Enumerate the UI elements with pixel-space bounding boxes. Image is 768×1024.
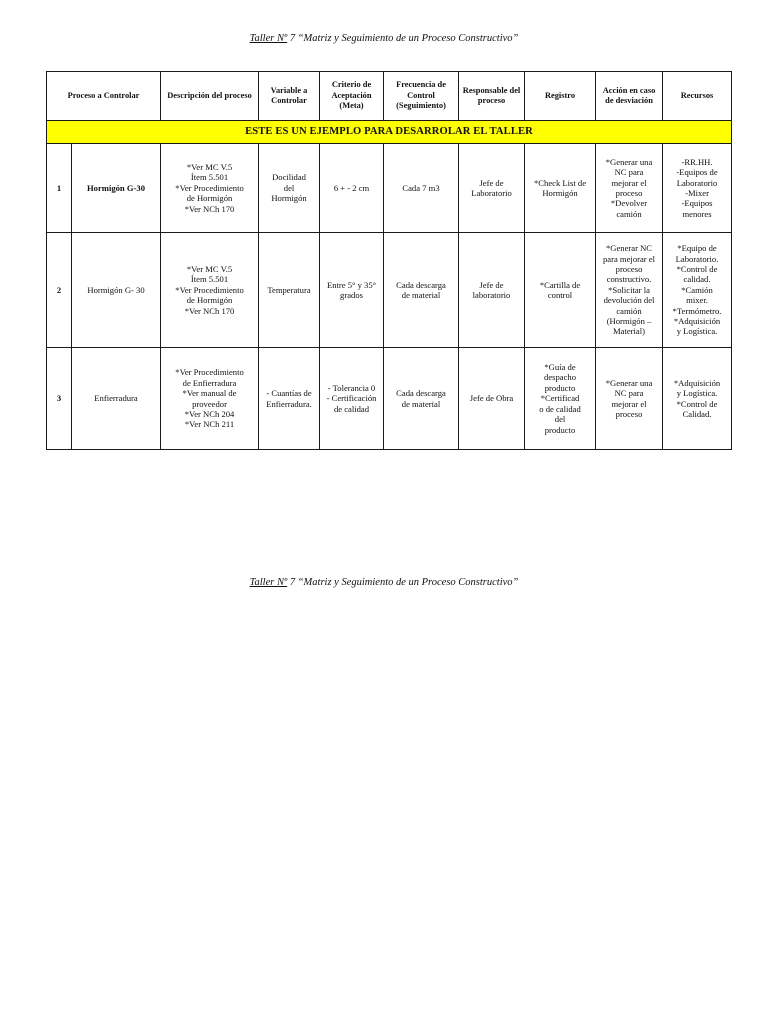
- col-header: Registro: [525, 72, 596, 121]
- cell-line: de Hormigón: [186, 295, 233, 306]
- cell-line: proceso: [615, 188, 643, 198]
- cell-line: Laboratorio: [676, 177, 718, 188]
- cell-line: Jefe de: [479, 177, 504, 188]
- control-matrix-table: [46, 71, 732, 450]
- cell-line: - Cuantías de: [266, 388, 312, 399]
- cell-line: mixer.: [686, 295, 708, 306]
- cell-registro: [525, 144, 596, 233]
- cell-line: Temperatura: [267, 284, 311, 295]
- cell-line: *Check List de: [534, 177, 587, 188]
- cell-line: grados: [340, 290, 363, 300]
- cell-line: o de calidad: [539, 403, 581, 414]
- cell-line: -RR.HH.: [681, 156, 713, 167]
- cell-line: *Adquisición: [673, 377, 721, 388]
- row-number: 3: [47, 348, 72, 450]
- cell-line: *Certificad: [540, 393, 580, 404]
- cell-line: *Ver Procedimiento: [175, 367, 244, 378]
- cell-line: Hormigón: [271, 193, 307, 204]
- cell-line: Enfierradura.: [266, 398, 312, 409]
- cell-line: menores: [682, 208, 712, 219]
- cell-descripcion: [161, 233, 259, 348]
- table-header-row: [47, 72, 732, 121]
- cell-line: Docilidad: [272, 172, 306, 183]
- cell-line: Cada 7 m3: [402, 182, 440, 193]
- cell-line: Material): [613, 326, 645, 337]
- page-title-rest: 7 “Matriz y Seguimiento de un Proceso Constructivo”: [287, 33, 519, 44]
- cell-variable: [259, 144, 320, 233]
- col-header: Responsable del proceso: [459, 72, 525, 121]
- cell-line: *Camión: [681, 284, 713, 295]
- cell-line: *Ver MC V.5: [186, 161, 233, 172]
- page-title: [0, 33, 768, 44]
- cell-line: de Hormigón: [186, 193, 233, 204]
- cell-variable: [259, 348, 320, 450]
- cell-line: constructivo.: [606, 274, 652, 285]
- col-header: Variable a Controlar: [259, 72, 320, 121]
- cell-descripcion: [161, 348, 259, 450]
- cell-line: proceso: [615, 263, 643, 274]
- cell-accion: [596, 348, 663, 450]
- cell-line: -Mixer: [685, 188, 709, 198]
- cell-line: *Adquisición: [673, 316, 721, 327]
- cell-line: *Ver NCh 170: [184, 305, 235, 316]
- cell-line: devolución del: [603, 295, 655, 306]
- cell-line: Entre 5° y 35°: [326, 279, 377, 290]
- cell-frecuencia: [384, 233, 459, 348]
- cell-line: Jefe de: [479, 279, 504, 290]
- page-title-rest: 7 “Matriz y Seguimiento de un Proceso Constructivo”: [287, 577, 519, 588]
- cell-registro: [525, 233, 596, 348]
- cell-proceso: Enfierradura: [72, 348, 161, 450]
- row-number: 2: [47, 233, 72, 348]
- col-header: Descripción del proceso: [161, 72, 259, 121]
- cell-line: proceso: [615, 408, 643, 419]
- cell-line: -Equipos de: [676, 167, 718, 178]
- cell-line: *Devolver: [610, 198, 648, 209]
- cell-line: del: [283, 182, 295, 193]
- cell-responsable: [459, 144, 525, 233]
- cell-line: Ítem 5.501: [190, 172, 229, 183]
- page-title-lead: Taller Nº: [249, 33, 288, 44]
- cell-line: para mejorar el: [603, 253, 656, 264]
- cell-responsable: [459, 233, 525, 348]
- cell-line: 6 + - 2 cm: [333, 182, 370, 193]
- cell-line: de material: [401, 290, 441, 300]
- cell-line: Laboratorio.: [675, 253, 719, 264]
- cell-line: -Equipos: [681, 198, 713, 209]
- cell-line: *Ver Procedimiento: [175, 284, 244, 295]
- cell-line: *Ver NCh 211: [184, 419, 235, 430]
- cell-responsable: [459, 348, 525, 450]
- cell-line: Cada descarga: [396, 388, 446, 399]
- cell-registro: [525, 348, 596, 450]
- cell-line: *Ver Procedimiento: [175, 182, 244, 193]
- table-row: [47, 348, 732, 450]
- cell-line: *Generar NC: [605, 243, 653, 254]
- cell-criterio: [320, 348, 384, 450]
- cell-criterio: [320, 144, 384, 233]
- cell-line: *Generar una: [605, 377, 653, 388]
- cell-line: Calidad.: [682, 408, 712, 419]
- cell-line: Jefe de Obra: [469, 393, 514, 404]
- cell-variable: [259, 233, 320, 348]
- cell-line: *Termómetro.: [672, 305, 722, 316]
- page-title-repeat: [0, 577, 768, 588]
- cell-line: de calidad: [333, 403, 370, 414]
- cell-line: producto: [544, 382, 576, 393]
- cell-line: *Guía de: [544, 362, 576, 373]
- cell-line: y Logística.: [676, 326, 718, 337]
- cell-recursos: [663, 348, 732, 450]
- cell-line: calidad.: [683, 274, 711, 285]
- cell-line: NC para: [614, 388, 644, 399]
- cell-line: *Generar una: [605, 156, 653, 167]
- cell-accion: [596, 144, 663, 233]
- col-header: Proceso a Controlar: [47, 72, 161, 121]
- cell-line: *Solicitar la: [608, 284, 650, 295]
- col-header: Frecuencia de Control (Seguimiento): [384, 72, 459, 121]
- cell-frecuencia: [384, 144, 459, 233]
- cell-line: Laboratorio: [471, 188, 512, 198]
- cell-line: - Certificación: [326, 393, 377, 404]
- cell-line: despacho: [544, 372, 576, 383]
- cell-line: *Ver NCh 170: [184, 203, 235, 214]
- cell-line: NC para: [614, 167, 644, 178]
- col-header: Recursos: [663, 72, 732, 121]
- cell-line: - Tolerancia 0: [327, 382, 376, 393]
- row-number: 1: [47, 144, 72, 233]
- cell-line: *Ver MC V.5: [186, 263, 233, 274]
- cell-frecuencia: [384, 348, 459, 450]
- cell-proceso: Hormigón G-30: [72, 144, 161, 233]
- cell-line: del: [554, 414, 566, 425]
- cell-recursos: [663, 233, 732, 348]
- cell-line: de material: [401, 398, 441, 409]
- example-banner-row: [47, 121, 732, 144]
- cell-line: proveedor: [192, 398, 227, 409]
- cell-line: Hormigón: [542, 188, 578, 198]
- example-banner: ESTE ES UN EJEMPLO PARA DESARROLAR EL TALLER: [47, 121, 732, 144]
- cell-line: Ítem 5.501: [190, 274, 229, 285]
- cell-line: *Ver NCh 204: [184, 408, 235, 419]
- table-row: [47, 233, 732, 348]
- cell-line: Cada descarga: [396, 279, 446, 290]
- cell-line: mejorar el: [611, 177, 647, 188]
- cell-line: producto: [544, 424, 576, 435]
- cell-line: laboratorio: [472, 290, 511, 300]
- cell-line: y Logística.: [676, 388, 718, 399]
- cell-line: *Control de: [676, 263, 718, 274]
- cell-criterio: [320, 233, 384, 348]
- cell-line: *Control de: [676, 398, 718, 409]
- cell-recursos: [663, 144, 732, 233]
- cell-line: *Equipo de: [677, 243, 717, 254]
- cell-line: *Ver manual de: [182, 388, 237, 399]
- cell-line: mejorar el: [611, 398, 647, 409]
- cell-descripcion: [161, 144, 259, 233]
- cell-line: (Hormigón –: [606, 316, 652, 327]
- cell-line: *Cartilla de: [539, 279, 581, 290]
- cell-line: de Enfierradura: [182, 377, 237, 388]
- cell-line: camión: [616, 208, 642, 219]
- cell-line: control: [547, 290, 573, 300]
- page-title-lead: Taller Nº: [249, 577, 288, 588]
- table-row: [47, 144, 732, 233]
- cell-line: camión: [616, 305, 642, 316]
- cell-proceso: Hormigón G- 30: [72, 233, 161, 348]
- col-header: Criterio de Aceptación (Meta): [320, 72, 384, 121]
- col-header: Acción en caso de desviación: [596, 72, 663, 121]
- cell-accion: [596, 233, 663, 348]
